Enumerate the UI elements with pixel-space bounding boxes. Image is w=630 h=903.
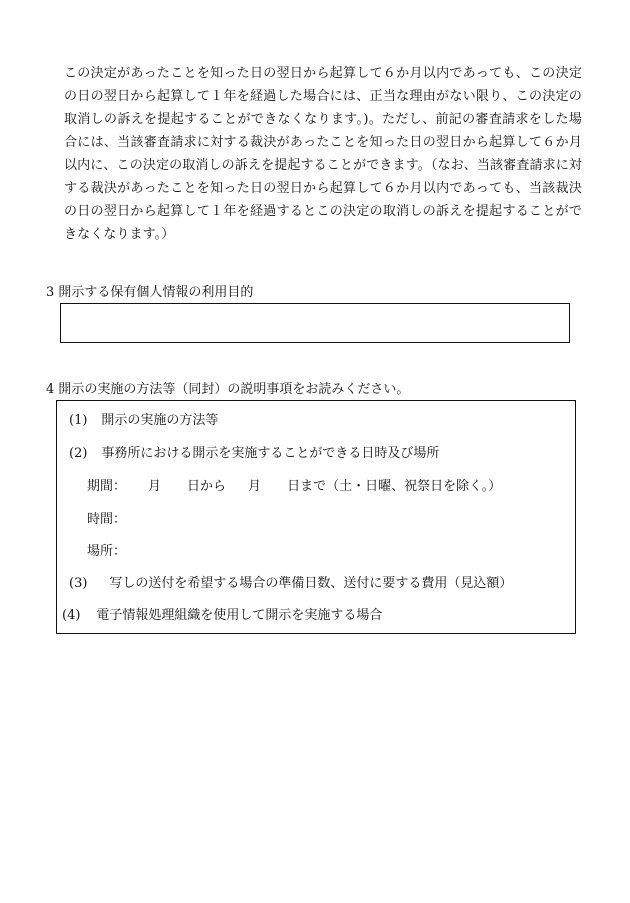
period-label: 期間： — [87, 479, 127, 494]
section-4-title: 開示の実施の方法等（同封）の説明事項をお読みください。 — [58, 382, 410, 397]
period-row — [87, 478, 501, 496]
item-3-text: 写しの送付を希望する場合の準備日数、送付に要する費用（見込額） — [109, 576, 513, 591]
section-4-number: 4 — [46, 382, 55, 397]
item-4-number: (4) — [62, 608, 81, 623]
item-2-number: (2) — [69, 446, 88, 461]
item-3-number: (3) — [69, 576, 88, 591]
section-3-title: 開示する保有個人情報の利用目的 — [58, 285, 254, 300]
disclosure-method-box — [56, 400, 576, 634]
item-4-text: 電子情報処理組織を使用して開示を実施する場合 — [96, 608, 383, 623]
period-day-from: 日から — [187, 479, 227, 494]
period-month-2: 月 — [248, 479, 262, 494]
section-3-number: 3 — [46, 285, 55, 300]
purpose-box — [60, 303, 570, 343]
item-1-number: (1) — [69, 413, 88, 428]
item-1 — [69, 412, 218, 430]
period-day-to: 日まで（土・日曜、祝祭日を除く。） — [287, 479, 502, 494]
item-2-text: 事務所における開示を実施することができる日時及び場所 — [101, 446, 440, 461]
item-3 — [69, 575, 512, 593]
section-4-heading — [46, 381, 409, 399]
period-month-1: 月 — [148, 479, 162, 494]
item-1-text: 開示の実施の方法等 — [101, 413, 219, 428]
section-3-heading — [46, 284, 253, 302]
item-2 — [69, 445, 439, 463]
place-label: 場所： — [87, 544, 127, 559]
item-4 — [62, 607, 382, 625]
notice-paragraph: この決定があったことを知った日の翌日から起算して６か月以内であっても、この決定の日の翌日から起算して１年を経過した場合には、正当な理由がない限り、この決定の取消しの訴えを提起することができなくなります。)。ただし、前記の審査請求をした場合には、当該審査請求に対する裁決があったことを知った日の翌日から起算して６か月以内に、この決定の取消しの訴えを提起することができます。（なお、当該審査請求に対する裁決があったことを知った日の翌日から起算して６か月以内であっても、当該裁決の日の翌日から起算して１年を経過するとこの決定の取消しの訴えを提起することができなくなります。） — [64, 66, 582, 242]
time-label: 時間： — [87, 512, 127, 527]
